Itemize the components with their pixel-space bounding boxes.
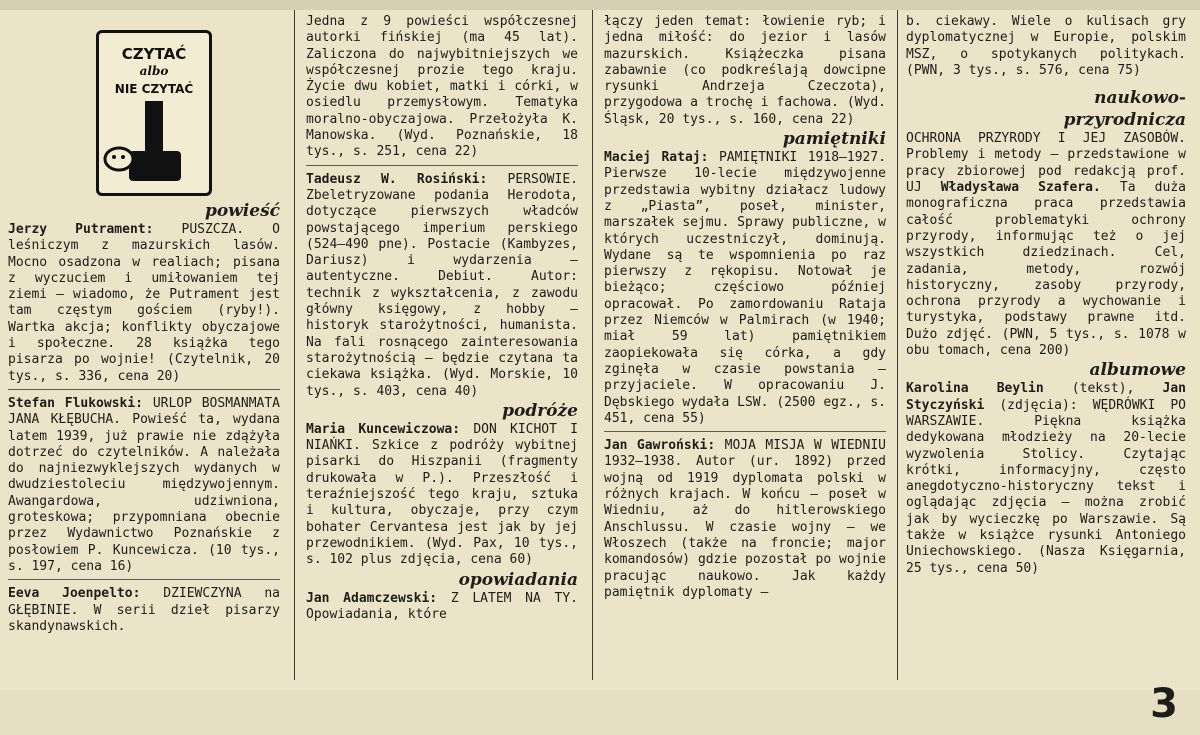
separator [604, 431, 886, 432]
review-beylin [906, 381, 1186, 577]
czytac-logo [96, 30, 212, 196]
author-beylin: Karolina Beylin [906, 381, 1044, 397]
column-1 [8, 200, 280, 680]
review-joenpelto [8, 586, 280, 635]
section-heading-pamietniki: pamiętniki [782, 129, 886, 150]
review-kuncewiczowa-text: DON KICHOT I NIAŃKI. Szkice z podróży wybitnej pisarki do Hiszpanii (fragmenty drukowała w P.). Przeszłość i teraźniejszość tego kraju, sztuka i kultura, obyczaje, przy czym bohater Cervantesa jest jak by jej przewodnikiem. (Wyd. Pax, 10 tys., s. 102 plus zdjęcia, cena 60) [306, 421, 578, 568]
title-ochrona: OCHRONA PRZYRODY I JEJ ZASOBÓW. [906, 131, 1186, 147]
logo-line3: NIE CZYTAĆ [114, 82, 194, 96]
separator [306, 165, 578, 166]
review-rosinski [306, 172, 578, 400]
review-gawronski-cont: b. ciekawy. Wiele o kulisach gry dyplomatycznej w Europie, polskim MSZ, o spotykanych politykach. (PWN, 3 tys., s. 576, cena 75) [906, 14, 1186, 78]
author-rosinski: Tadeusz W. Rosiński: [306, 171, 488, 187]
logo-line1: CZYTAĆ [121, 45, 187, 63]
review-kuncewiczowa [306, 422, 578, 569]
column-rule [294, 10, 295, 680]
role-zdjecia: (zdjęcia): [999, 397, 1078, 413]
logo-drawing [99, 33, 209, 193]
review-ochrona-text-b: Ta duża monograficzna praca przedstawia całość problematyki ochrony przyrody, informując też o jej wszystkich dziedzinach. Cel, zadania, metody, rozwój historyczny, zasoby przyrody, ochrona przyrody a wychowanie i turystyka, podstawy prawne itd. Dużo zdjęć. (PWN, 5 tys., s. 1078 w obu tomach, cena 200) [906, 180, 1186, 359]
section-heading-opowiadania: opowiadania [458, 569, 578, 590]
section-heading-albumowe: albumowe [1089, 360, 1186, 381]
section-heading-podroze: podróże [502, 400, 578, 421]
column-rule [592, 10, 593, 680]
bottom-margin [0, 690, 1200, 735]
section-heading-przyrodnicza: przyrodnicza [1063, 110, 1186, 131]
author-rataj: Maciej Rataj: [604, 150, 709, 166]
review-putrament-text: PUSZCZA. O leśniczym z mazurskich lasów. Mocno osadzona w realiach; pisana z wyczuciem i umiłowaniem tej ziemi — wiadomo, że Putrament jest tam częstym gościem (ryby!). Wartka akcja; konflikty obyczajowe i społeczne. 28 książka tego pisarza po wojnie! (Czytelnik, 20 tys., s. 336, cena 20) [8, 222, 280, 384]
column-rule [897, 10, 898, 680]
top-strip [0, 0, 1200, 10]
author-styczynski: Jan Styczyński [906, 381, 1186, 413]
review-rataj-text: PAMIĘTNIKI 1918—1927. Pierwsze 10-lecie międzywojenne przedstawia wybitny działacz ludowy z „Piasta”, poseł, minister, marszałek sejmu. Sprawy publiczne, w których uczestniczył, dominują. Wydane są te wspomnienia po raz pierwszy z rękopisu. Notował je bieżąco; częściowo później opracował. Po zamordowaniu Rataja przez Niemców w Palmirach (w 1940; miał 59 lat) pamiętnikiem zaopiekowała się córka, a gdy zginęła w czasie powstania — przyjaciele. W opracowaniu J. Dębskiego wydała LSW. (2500 egz., s. 451, cena 55) [604, 150, 886, 426]
column-4 [906, 14, 1186, 680]
review-gawronski [604, 438, 886, 601]
author-flukowski: Stefan Flukowski: [8, 395, 144, 411]
editor-szafer: Władysława Szafera. [940, 180, 1101, 196]
section-heading-powiesc: powieść [204, 201, 280, 221]
separator [8, 579, 280, 580]
author-gawronski: Jan Gawroński: [604, 438, 716, 454]
review-adamczewski-text: Z LATEM NA TY. Opowiadania, które [306, 590, 578, 622]
review-flukowski-text: URLOP BOSMANMATA JANA KŁĘBUCHA. Powieść ta, wydana latem 1939, już prawie nie zdążyła dotrzeć do czytelników. A należała do najniezwyklejszych wydanych w dwudziestoleciu międzywojennym. Awangardowa, udziwniona, groteskowa; przypomniana obecnie przez Wydawnictwo Poznańskie z posłowiem P. Kuncewicza. (10 tys., s. 197, cena 16) [8, 395, 280, 574]
author-putrament: Jerzy Putrament: [8, 222, 154, 237]
review-rosinski-text: PERSOWIE. Zbeletryzowane podania Herodota, dotyczące pierwszych władców powstającego imperium perskiego (524—490 pne). Postacie (Kambyzes, Dariusz) i wydarzenia — autentyczne. Debiut. Autor: technik z wykształcenia, z zawodu główny księgowy, z hobby — historyk starożytności, humanista. Na fali rosnącego zainteresowania starożytnością — będzie czytana ta ciekawa książka. (Wyd. Morskie, 10 tys., s. 403, cena 40) [306, 171, 578, 399]
author-adamczewski: Jan Adamczewski: [306, 590, 438, 606]
review-rataj [604, 150, 886, 427]
review-ochrona-text-a: Problemy i metody — przedstawione w pracy zbiorowej pod redakcją prof. UJ [906, 147, 1186, 196]
role-tekst: (tekst), [1071, 381, 1135, 397]
section-heading-naukowo: naukowo- [1094, 88, 1186, 109]
review-flukowski [8, 396, 280, 575]
review-adamczewski [306, 591, 578, 624]
author-kuncewiczowa: Maria Kuncewiczowa: [306, 421, 461, 437]
review-joenpelto-cont: Jedna z 9 powieści współczesnej autorki fińskiej (ma 45 lat). Zaliczona do najwybitniejszych we współczesnej prozie tego kraju. Życie dwu kobiet, matki i córki, w osiedlu przemysłowym. Tematyka moralno-obyczajowa. Przełożyła K. Manowska. (Wyd. Poznańskie, 18 tys., s. 251, cena 22) [306, 14, 578, 160]
review-gawronski-text: MOJA MISJA W WIEDNIU 1932—1938. Autor (ur. 1892) przed wojną od 1919 dyplomata polski w różnych krajach. W końcu — poseł w Wiedniu, aż do hitlerowskiego Anschlussu. W czasie wojny — we Włoszech (także na froncie; major komandosów) gdzie pozostał po wojnie pracując naukowo. Jak każdy pamiętnik dyplomaty — [604, 438, 886, 600]
column-2 [306, 14, 578, 680]
review-ochrona-przyrody [906, 131, 1186, 359]
column-3 [604, 14, 886, 680]
author-joenpelto: Eeva Joenpelto: [8, 586, 141, 602]
review-adamczewski-cont: łączy jeden temat: łowienie ryb; i jedna miłość: do jezior i lasów mazurskich. Książeczka pisana zabawnie (co podkreślają dowcipne rysunki Andrzeja Czeczota), przygodowa a trochę i fachowa. (Wyd. Śląsk, 20 tys., s. 160, cena 22) [604, 14, 886, 127]
logo-line2: albo [139, 64, 169, 78]
review-joenpelto-text: DZIEWCZYNA na GŁĘBINIE. W serii dzieł pisarzy skandynawskich. [8, 586, 280, 634]
review-putrament [8, 222, 280, 385]
page-number: 3 [1150, 681, 1178, 727]
separator [8, 389, 280, 390]
review-beylin-text: WĘDRÓWKI PO WARSZAWIE. Piękna książka dedykowana młodzieży na 20-lecie wyzwolenia Stolicy. Czytając krótki, informacyjny, często anegdotyczno-historyczny tekst i oglądając zdjęcia — można zrobić jak by wycieczkę po Warszawie. Są także w książce rysunki Antoniego Uniechowskiego. (Nasza Księgarnia, 25 tys., cena 50) [906, 397, 1186, 576]
